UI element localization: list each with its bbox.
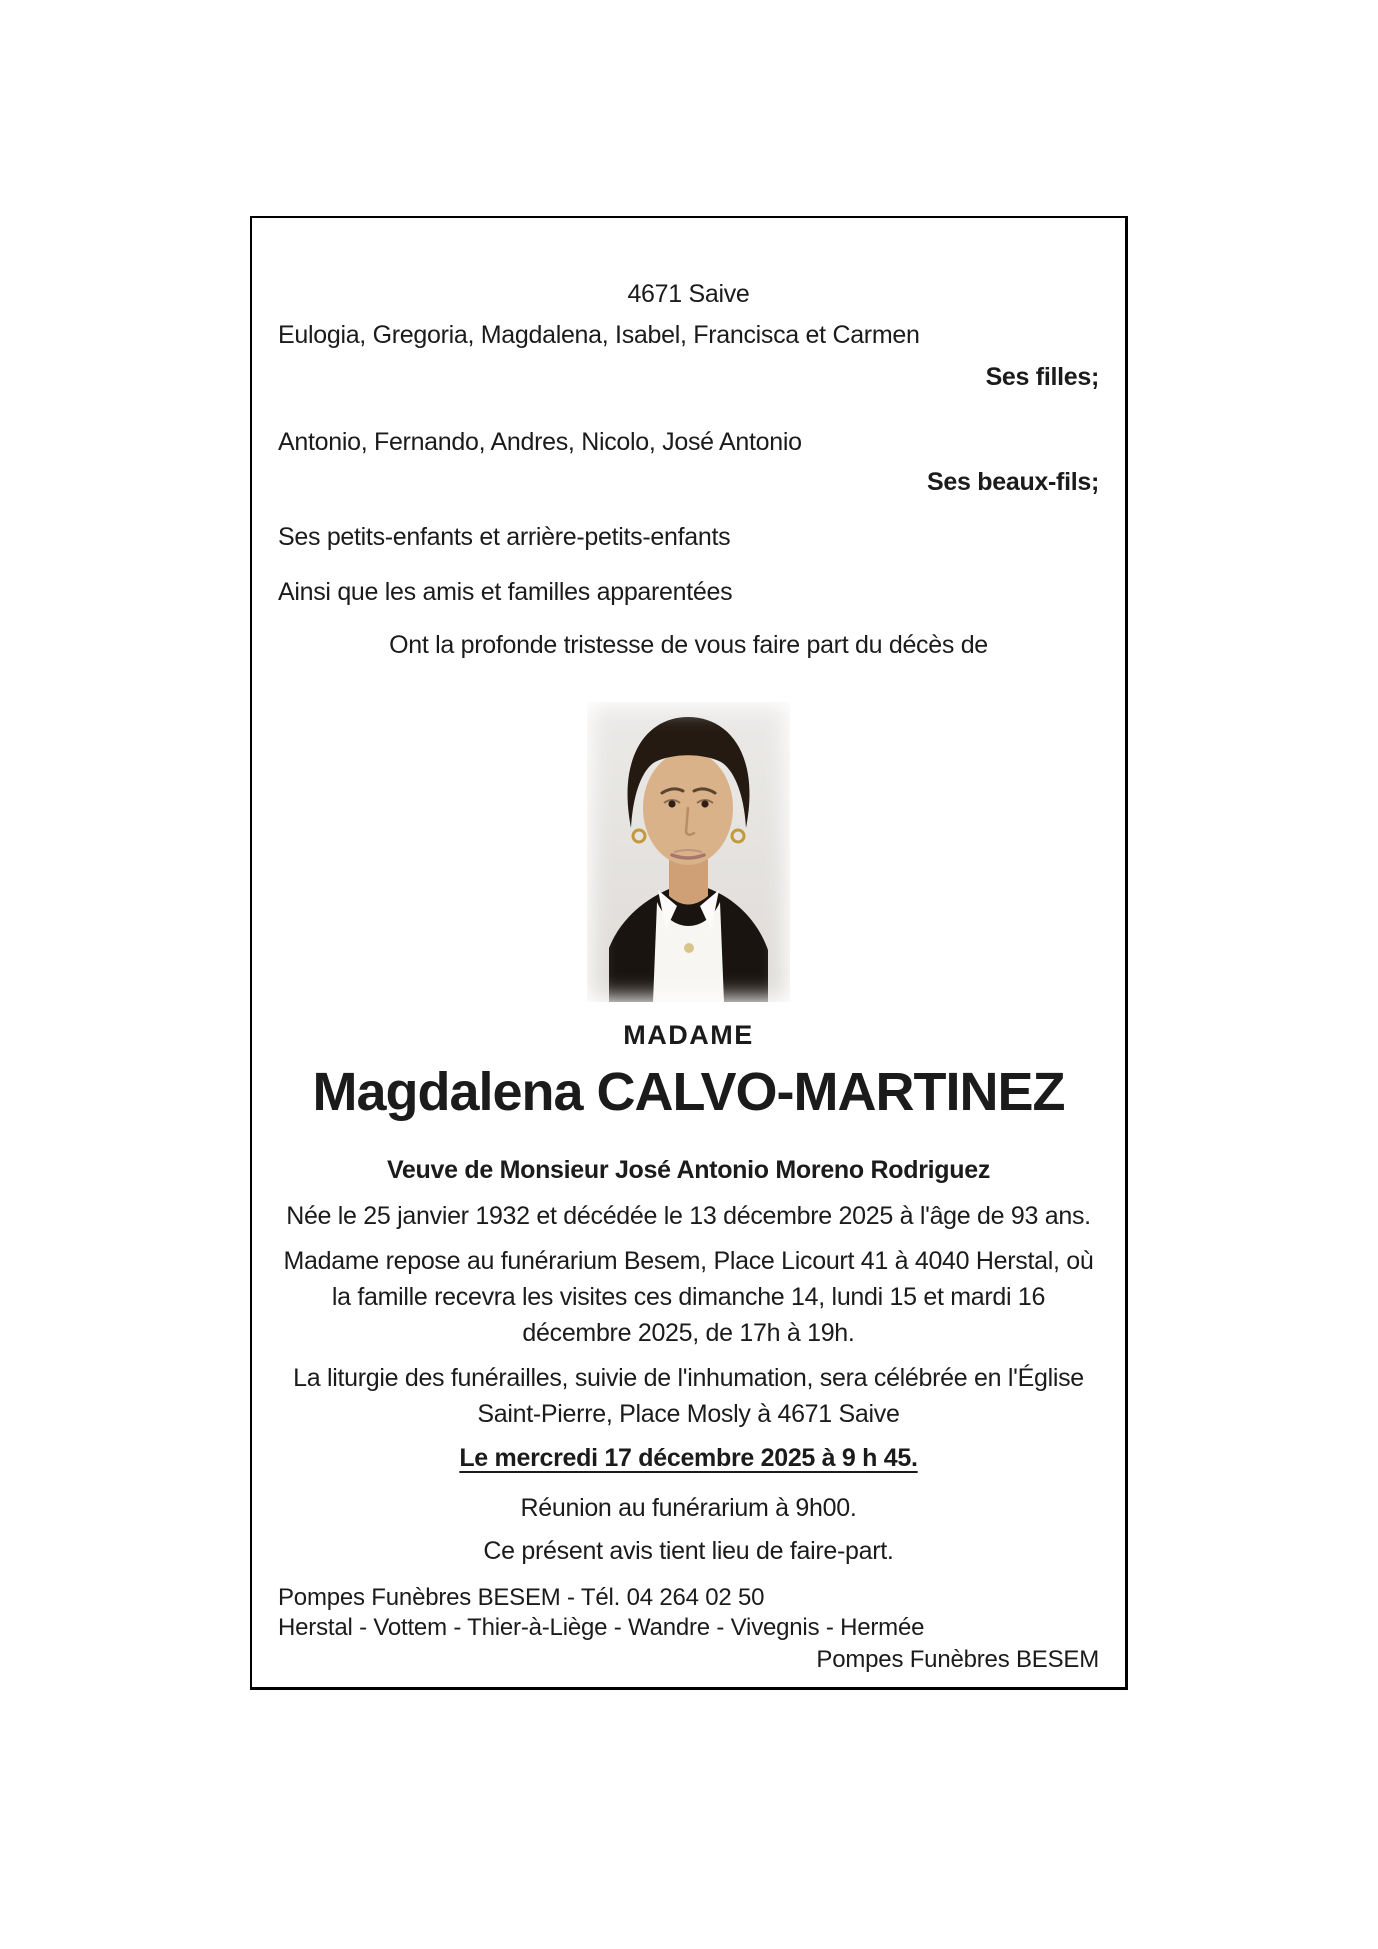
repose-line-1: Madame repose au funérarium Besem, Place Licourt 41 à 4040 Herstal, où [283,1247,1094,1275]
widow-of-line: Veuve de Monsieur José Antonio Moreno Rodriguez [386,1156,991,1184]
liturgy-paragraph [278,1360,1099,1432]
daughters-names: Eulogia, Gregoria, Magdalena, Isabel, Francisca et Carmen [278,321,920,349]
sons-in-law-names: Antonio, Fernando, Andres, Nicolo, José Antonio [278,428,802,456]
notice-line: Ce présent avis tient lieu de faire-part. [483,1537,894,1565]
liturgy-line-1: La liturgie des funérailles, suivie de l'inhumation, sera célébrée en l'Église [293,1364,1084,1392]
location-line: 4671 Saive [627,280,750,308]
sons-in-law-relation-label: Ses beaux-fils; [927,468,1099,496]
daughters-relation-label: Ses filles; [985,363,1099,391]
meeting-line: Réunion au funérarium à 9h00. [520,1494,857,1522]
honorific-title: MADAME [623,1020,754,1050]
ceremony-date-line: Le mercredi 17 décembre 2025 à 9 h 45. [459,1444,918,1472]
deceased-portrait-photo [581,696,796,1008]
liturgy-line-2: Saint-Pierre, Place Mosly à 4671 Saive [477,1400,900,1428]
funeral-home-signature: Pompes Funèbres BESEM [816,1646,1099,1673]
life-dates-line: Née le 25 janvier 1932 et décédée le 13 décembre 2025 à l'âge de 93 ans. [286,1202,1091,1230]
friends-line: Ainsi que les amis et familles apparentées [278,578,733,606]
grandchildren-line: Ses petits-enfants et arrière-petits-enfants [278,523,731,551]
repose-line-3: décembre 2025, de 17h à 19h. [522,1319,855,1347]
announcement-card [250,216,1128,1690]
deceased-name: Magdalena CALVO-MARTINEZ [312,1062,1065,1122]
repose-paragraph [278,1243,1099,1351]
funeral-home-contact-line: Pompes Funèbres BESEM - Tél. 04 264 02 50 [278,1584,765,1611]
repose-line-2: la famille recevra les visites ces dimanche 14, lundi 15 et mardi 16 [331,1283,1046,1311]
announcement-line: Ont la profonde tristesse de vous faire part du décès de [389,631,988,659]
funeral-home-locations-line: Herstal - Vottem - Thier-à-Liège - Wandre - Vivegnis - Hermée [278,1614,925,1641]
